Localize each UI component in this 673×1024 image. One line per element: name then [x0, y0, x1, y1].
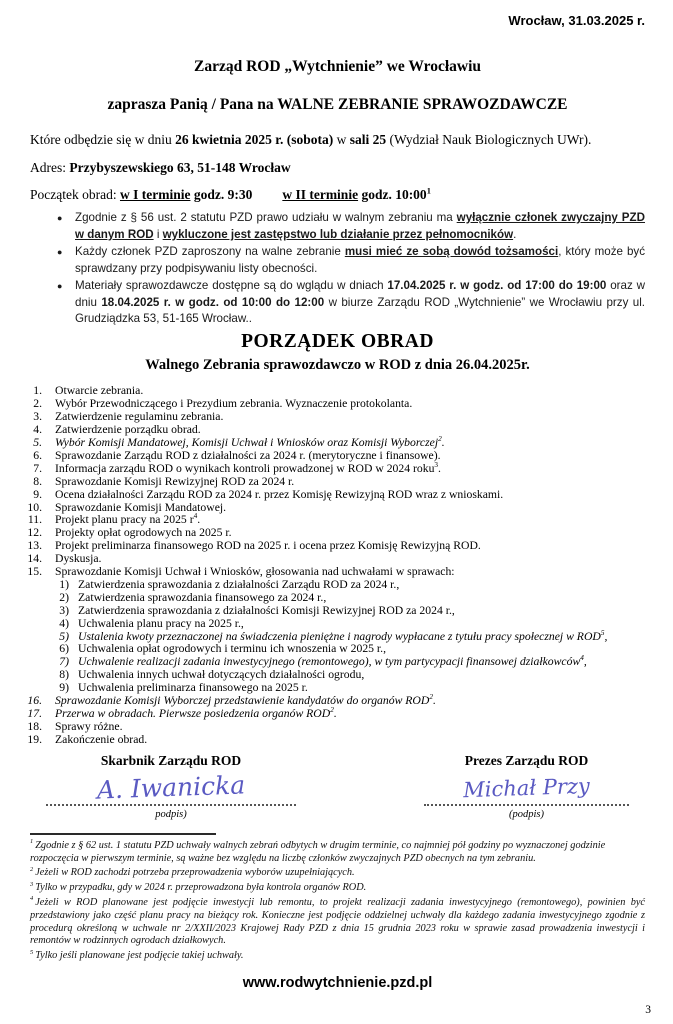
agenda-item-text: Wybór Komisji Mandatowej, Komisji Uchwał i Wniosków oraz Komisji Wyborczej$^2$. [55, 435, 445, 449]
agenda-item-text: Projekt preliminarza finansowego ROD na 2025 r. i ocena przez Komisję Rewizyjną ROD. [55, 539, 481, 553]
agenda-item-number: 4. [33, 423, 42, 437]
agenda-subitem-number: 6) [59, 642, 69, 656]
footnote [30, 950, 645, 963]
agenda-subitem-text: Zatwierdzenia sprawozdania z działalności Komisji Rewizyjnej ROD za 2024 r., [78, 603, 455, 617]
notice-item-membership: ● Zgodnie z § 56 ust. 2 statutu PZD prawo udziału w walnym zebraniu ma wyłącznie członek zwyczajny PZD w danym ROD i wykluczone jest zastępstwo lub działanie przez pełnomocników. [57, 211, 645, 241]
notice-item-materials: ● Materiały sprawozdawcze dostępne są do wglądu w dniach 17.04.2025 r. w godz. od 17:00 do 19:00 oraz w dniu 18.04.2025 r. w godz. od 10:00 do 12:00 w biurze Zarządu ROD „Wytchnienie” we Wrocławiu przy ul. Grudziądzka 53, 51-165 Wrocław.. [57, 278, 646, 326]
first-term-time: godz. 9:30 [190, 187, 253, 202]
address-label: Adres: [30, 159, 70, 175]
agenda-subtitle: Walnego Zebrania sprawozdawczo w ROD z dnia 26.04.2025r. [145, 357, 530, 374]
agenda-item-text: Sprawozdanie Zarządu ROD z działalności za 2024 r. (merytoryczne i finansowe). [55, 448, 441, 462]
page-number: 3 [645, 1004, 651, 1016]
agenda-subitem-number: 4) [59, 616, 69, 630]
signature-caption: podpis) [155, 808, 187, 820]
agenda-subitem-number: 1) [59, 577, 69, 591]
footnote [30, 840, 645, 866]
agenda-item-number: 6. [33, 448, 42, 462]
agenda-item-number: 10. [27, 500, 42, 514]
agenda-item-text: Sprawozdanie Komisji Mandatowej. [55, 500, 227, 514]
agenda-item-text: Zatwierdzenie porządku obrad. [55, 423, 201, 437]
agenda-item-number: 13. [27, 539, 42, 553]
address-value: Przybyszewskiego 63, 51-148 Wrocław [69, 159, 291, 175]
footnote-text: Tylko w przypadku, gdy w 2024 r. przeprowadzona była kontrola organów ROD. [35, 882, 367, 894]
footnote-list [30, 840, 645, 963]
footnote-text: Jeżeli w ROD planowane jest podjęcie inwestycji lub remontu, to projekt realizacji zadania inwestycyjnego (remontowego), powinien być przedstawiony jako część planu pracy na bieżący rok. Konieczne jest podjęcie oddzielnej uchwały dla każdego zadania inwestycyjnego zgodnie z procedurą określoną w uchwale nr 2/XXII/2023 Krajowej Rady PZD z dnia 15 grudnia 2023 roku w sprawie zasad prowadzenia inwestycji i remontów w rodzinnych ogrodach działkowych. [30, 896, 645, 947]
second-term: w II terminie [282, 187, 359, 202]
footnote [30, 867, 645, 880]
website-url: www.rodwytchnienie.pzd.pl [242, 974, 433, 991]
agenda-item-number: 9. [33, 487, 42, 501]
notice-list [30, 210, 645, 328]
agenda-item-text: Sprawozdanie Komisji Wyborczej przedstawienie kandydatów do organów ROD$^2$. [55, 693, 436, 708]
agenda-item-number: 17. [27, 707, 42, 720]
agenda-item-number: 3. [33, 410, 42, 424]
agenda-item [27, 539, 645, 553]
agenda-item-text: Sprawy różne. [55, 719, 123, 733]
agenda-item-number: 11. [27, 513, 42, 527]
meeting-date-line: Które odbędzie się w dniu 26 kwietnia 2025 r. (sobota) w sali 25 (Wydział Nauk Biologicznych UWr). [30, 132, 592, 147]
footnote-text: Tylko jeśli planowane jest podjęcie takiej uchwały. [35, 950, 244, 962]
treasurer-signature [30, 753, 312, 820]
footnote-number: 4 [30, 895, 34, 903]
agenda-item-number: 8. [33, 474, 42, 488]
agenda-title: PORZĄDEK OBRAD [241, 331, 434, 353]
footnote-text: Zgodnie z § 62 ust. 1 statutu PZD uchwały walnych zebrań odbytych w drugim terminie, co najmniej pół godziny po wyznaczonej godzinie rozpoczęcia w pierwszym terminie, są ważne bez względu na liczbę członków zwyczajnych PZD obecnych na tym zebraniu. [30, 839, 606, 864]
agenda-subitem-text: Uchwalenie realizacji zadania inwestycyjnego (remontowego), w tym partycypacji finansowej działkowców$^4$, [78, 654, 587, 669]
agenda-subitem-number: 9) [59, 681, 69, 695]
agenda-item-text: Sprawozdanie Komisji Uchwał i Wniosków, głosowania nad uchwałami w sprawach: [55, 565, 455, 579]
agenda-item-number: 18. [27, 719, 42, 733]
treasurer-title: Skarbnik Zarządu ROD [100, 752, 242, 768]
footnote-ref: 2 [429, 693, 433, 702]
agenda-item-number: 2. [33, 397, 42, 411]
agenda-item-text: Informacja zarządu ROD o wynikach kontroli prowadzonej w ROD w 2024 roku$^3$. [55, 460, 441, 475]
agenda-subitem-text: Uchwalenia preliminarza finansowego na 2025 r. [78, 681, 308, 695]
footnote-number: 2 [30, 865, 34, 873]
footnote-ref: 2 [438, 435, 442, 444]
footnote [30, 897, 645, 948]
footnote-ref: 4 [193, 512, 198, 521]
agenda-subitem-text: Ustalenia kwoty przeznaczonej na świadczenia pieniężne i nagrody wypłacane z tytułu pracy społecznej w ROD$^5$, [78, 628, 608, 643]
agenda-subitem-text: Uchwalenia innych uchwał dotyczących działalności ogrodu, [78, 668, 365, 682]
agenda-item-number: 16. [27, 694, 42, 708]
footnote-separator [30, 833, 216, 835]
first-term: w I terminie [119, 187, 191, 202]
agenda-item-text: Sprawozdanie Komisji Rewizyjnej ROD za 2024 r. [55, 474, 295, 488]
president-signature [408, 753, 645, 820]
footnote-text: Jeżeli w ROD zachodzi potrzeba przeprowadzenia wyborów uzupełniających. [35, 867, 355, 879]
agenda-item-text: Projekty opłat ogrodowych na 2025 r. [55, 526, 232, 540]
footnote-ref: 2 [330, 706, 334, 715]
agenda-subitem-number: 3) [59, 603, 69, 617]
president-title: Prezes Zarządu ROD [464, 752, 589, 768]
agenda-item-text: Zakończenie obrad. [55, 732, 148, 746]
agenda-item-number: 1. [33, 384, 42, 398]
second-term-time: godz. 10:00 [358, 187, 427, 202]
bullet-icon: ● [57, 246, 63, 257]
footnote-number: 3 [30, 880, 34, 888]
footnote-ref: 5 [600, 628, 605, 637]
agenda-item-text: Przerwa w obradach. Pierwsze posiedzenia organów ROD$^2$. [55, 706, 337, 720]
org-title: Zarząd ROD „Wytchnienie” we Wrocławiu [193, 58, 482, 75]
footnote-ref: 4 [580, 654, 584, 663]
footnote [30, 882, 645, 895]
meeting-room: sali 25 [349, 132, 387, 147]
agenda-subitem-text: Zatwierdzenia sprawozdania finansowego za 2024 r., [78, 590, 327, 604]
invitation-line: zaprasza Panią / Pana na WALNE ZEBRANIE SPRAWOZDAWCZE [107, 96, 568, 113]
footnote-ref: 3 [434, 460, 439, 469]
start-time-line [30, 187, 645, 203]
agenda-subitem-text: Uchwalenia planu pracy na 2025 r., [78, 616, 244, 630]
agenda-item-text: Ocena działalności Zarządu ROD za 2024 r. przez Komisję Rewizyjną ROD wraz z wnioskami. [55, 487, 504, 501]
agenda-subitem-number: 5) [59, 629, 69, 643]
signature-block [30, 753, 645, 820]
agenda-item-number: 14. [27, 552, 42, 566]
agenda-item-number: 7. [33, 461, 42, 475]
footnote-number: 1 [30, 838, 34, 846]
agenda-item-number: 19. [27, 732, 42, 746]
president-signature-handwriting: Michał Przy [462, 773, 591, 802]
agenda-subitem-number: 2) [59, 590, 69, 604]
agenda-list [27, 384, 645, 746]
agenda-subitem-text: Zatwierdzenia sprawozdania z działalności Zarządu ROD za 2024 r., [78, 577, 400, 591]
agenda-subitem-number: 8) [59, 668, 69, 682]
notice-item-id-document: ● Każdy członek PZD zaproszony na walne zebranie musi mieć ze sobą dowód tożsamości, który może być sprawdzany przy podpisywaniu listy obecności. [57, 244, 646, 275]
meeting-date: 26 kwietnia 2025 r. (sobota) [175, 132, 334, 147]
address-line [30, 160, 645, 176]
bullet-icon: ● [57, 280, 63, 291]
agenda-subitem-text: Uchwalenia opłat ogrodowych i terminu ich wnoszenia w 2025 r., [78, 642, 387, 656]
footnote-ref-1: 1 [426, 186, 431, 196]
agenda-item-text: Otwarcie zebrania. [55, 384, 144, 398]
agenda-subitem-number: 7) [59, 655, 69, 669]
bullet-icon: ● [57, 213, 63, 223]
footnote-number: 5 [30, 948, 34, 956]
when-text: Które odbędzie się w dniu [30, 132, 176, 147]
signature-caption: (podpis) [509, 808, 544, 820]
treasurer-signature-handwriting: A. Iwanicka [96, 770, 246, 805]
agenda-item-number: 15. [27, 565, 42, 579]
agenda-item-text: Zatwierdzenie regulaminu zebrania. [55, 410, 224, 424]
agenda-item [27, 732, 645, 747]
agenda-item-text: Dyskusja. [55, 552, 102, 566]
agenda-item-number: 5. [33, 435, 42, 449]
start-label: Początek obrad: [30, 187, 120, 202]
date-line: Wrocław, 31.03.2025 r. [508, 13, 645, 28]
agenda-item-number: 12. [27, 526, 42, 540]
agenda-item-text: Projekt planu pracy na 2025 $r^4$. [55, 512, 201, 527]
agenda-item-text: Wybór Przewodniczącego i Prezydium zebrania. Wyznaczenie protokolanta. [55, 397, 413, 411]
